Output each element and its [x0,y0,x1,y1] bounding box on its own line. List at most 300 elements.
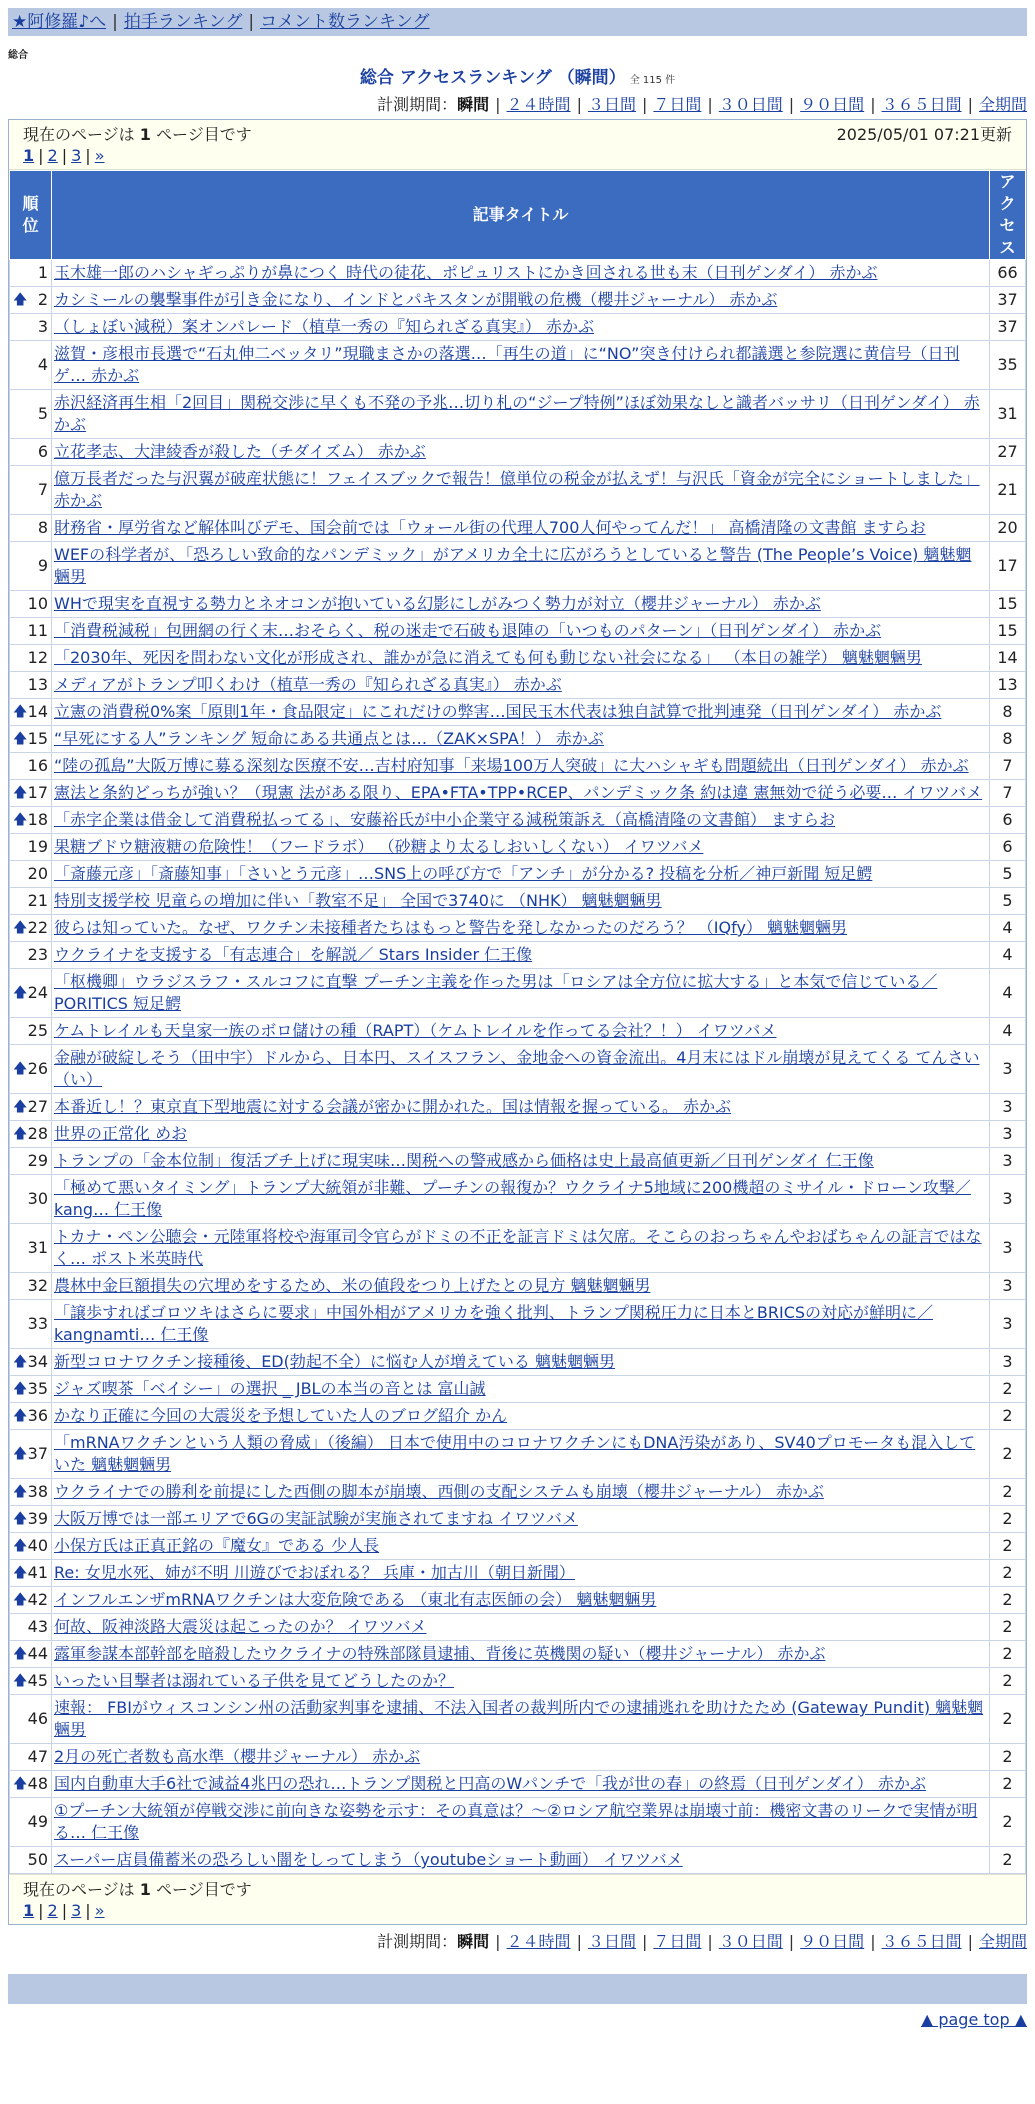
period-selector-top [8,92,1027,115]
table-row [10,466,1026,515]
rank-cell [10,1771,52,1798]
article-link[interactable]: 農林中金巨額損失の穴埋めをするため、米の値段をつり上げたとの見方 魑魅魍魎男 [54,1276,651,1295]
rank-cell [10,807,52,834]
table-row [10,341,1026,390]
rank-number: 38 [27,1482,48,1501]
access-count: 7 [990,753,1026,780]
period-link[interactable]: 全期間 [978,1932,1027,1951]
updated-timestamp: 2025/05/01 07:21更新 [836,125,1012,144]
rank-cell [10,1430,52,1479]
access-count: 3 [990,1273,1026,1300]
rank-cell [10,260,52,287]
period-link[interactable]: ３０日間 [718,95,783,114]
rank-number: 48 [27,1774,48,1793]
table-row [10,287,1026,314]
rank-cell [10,618,52,645]
period-link[interactable]: ３日間 [587,95,636,114]
rank-number: 28 [27,1124,48,1143]
article-link[interactable]: メディアがトランプ叩くわけ（植草一秀の『知られざる真実』） 赤かぶ [54,675,562,694]
top-nav-link[interactable]: コメント数ランキング [260,12,430,32]
period-link[interactable]: ３日間 [587,1932,636,1951]
article-link[interactable]: 「mRNAワクチンという人類の脅威」（後編） 日本で使用中のコロナワクチンにもDNA汚染があり、SV40プロモータも混入していた 魑魅魍魎男 [54,1433,976,1474]
page-link[interactable]: 2 [47,146,58,165]
period-link[interactable]: ７日間 [653,95,702,114]
period-separator: | [788,95,795,114]
article-link[interactable]: トランプの「金本位制」復活ブチ上げに現実味…関税への警戒感から価格は史上最高値更新／日刊ゲンダイ 仁王像 [54,1151,874,1170]
title-cell [52,1506,990,1533]
title-cell [52,542,990,591]
rank-cell [10,753,52,780]
title-cell [52,699,990,726]
rank-number: 19 [27,837,48,856]
access-count: 2 [990,1533,1026,1560]
article-link[interactable]: ウクライナを支援する「有志連合」を解説／ Stars Insider 仁王像 [54,945,533,964]
article-link[interactable]: 速報： FBIがウィスコンシン州の活動家判事を逮捕、不法入国者の裁判所内での逮捕逃れを助けたため (Gateway Pundit) 魑魅魍魎男 [54,1698,984,1739]
rank-up-arrow-icon: 🡅 [13,785,28,801]
article-link[interactable]: 「斎藤元彦」「斎藤知事」「さいとう元彦」…SNS上の呼び方で「アンチ」が分かる? 投稿を分析／神戸新聞 短足鰐 [54,864,873,883]
period-separator: | [967,95,973,114]
article-link[interactable]: 何故、阪神淡路大震災は起こったのか？ イワツバメ [54,1617,427,1636]
access-column-header: アクセス [990,171,1026,260]
access-count: 2 [990,1695,1026,1744]
title-cell [52,1771,990,1798]
title-cell [52,1847,990,1874]
period-link[interactable]: ２４時間 [506,95,571,114]
article-link[interactable]: ケムトレイルも天皇家一族のボロ儲けの種（RAPT）（ケムトレイルを作ってる会社？！） イワツバメ [54,1021,777,1040]
rank-number: 31 [27,1238,48,1257]
access-count: 15 [990,618,1026,645]
article-link[interactable]: 「消費税減税」包囲網の行く末…おそらく、税の迷走で石破も退陣の「いつものパターン」（日刊ゲンダイ） 赤かぶ [54,621,882,640]
rank-cell [10,672,52,699]
rank-number: 24 [27,983,48,1002]
access-count: 2 [990,1668,1026,1695]
table-row [10,1614,1026,1641]
rank-number: 39 [27,1509,48,1528]
article-link[interactable]: 大阪万博では一部エリアで6Gの実証試験が実施されてますね イワツバメ [54,1509,578,1528]
title-cell [52,390,990,439]
rank-up-arrow-icon: 🡅 [13,292,28,308]
article-link[interactable]: カシミールの襲撃事件が引き金になり、インドとパキスタンが開戦の危機（櫻井ジャーナル） 赤かぶ [54,290,778,309]
table-row [10,1175,1026,1224]
access-count: 2 [990,1744,1026,1771]
table-row [10,1479,1026,1506]
rank-up-arrow-icon: 🡅 [13,1511,28,1527]
table-row [10,1798,1026,1847]
next-page-link[interactable]: » [94,1901,105,1920]
title-cell [52,341,990,390]
rank-cell [10,1018,52,1045]
access-count: 20 [990,515,1026,542]
access-count: 3 [990,1224,1026,1273]
top-nav-link[interactable]: 拍手ランキング [123,12,243,32]
article-link[interactable]: 国内自動車大手6社で減益4兆円の恐れ…トランプ関税と円高のWパンチで「我が世の春」の終焉（日刊ゲンダイ） 赤かぶ [54,1774,926,1793]
table-row [10,753,1026,780]
period-separator: | [870,1932,876,1951]
rank-number: 21 [27,891,48,910]
period-link[interactable]: ３６５日間 [881,95,962,114]
rank-number: 35 [27,1379,48,1398]
article-link[interactable]: 「2030年、死因を問わない文化が形成され、誰かが急に消えても何も動じない社会になる」 （本日の雑学） 魑魅魍魎男 [54,648,922,667]
title-column-header: 記事タイトル [52,171,990,260]
article-link[interactable]: 「極めて悪いタイミング」トランプ大統領が非難、プーチンの報復か？ウクライナ5地域に200機超のミサイル・ドローン攻撃／kang… 仁王像 [54,1178,971,1219]
rank-cell [10,466,52,515]
rank-up-arrow-icon: 🡅 [13,731,28,747]
article-link[interactable]: WEFの科学者が、「恐ろしい致命的なパンデミック」がアメリカ全土に広がろうとしていると警告 (The People’s Voice) 魑魅魍魎男 [54,545,972,586]
article-link[interactable]: “早死にする人”ランキング 短命にある共通点とは…（ZAK×SPA！） 赤かぶ [54,729,604,748]
article-link[interactable]: WHで現実を直視する勢力とネオコンが抱いている幻影にしがみつく勢力が対立（櫻井ジャーナル） 赤かぶ [54,594,821,613]
article-link[interactable]: 2月の死亡者数も高水準（櫻井ジャーナル） 赤かぶ [54,1747,421,1766]
title-cell [52,1349,990,1376]
rank-number: 29 [27,1151,48,1170]
rank-up-arrow-icon: 🡅 [13,1126,28,1142]
article-link[interactable]: トカナ・ペン公聴会・元陸軍将校や海軍司令官らがドミの不正を証言ドミは欠席。そこらのおっちゃんやおばちゃんの証言ではなく… ポスト米英時代 [54,1227,982,1268]
rank-cell [10,699,52,726]
rank-up-arrow-icon: 🡅 [13,1538,28,1554]
rank-up-arrow-icon: 🡅 [13,985,28,1001]
category-label: 総合 [8,50,28,61]
rank-up-arrow-icon: 🡅 [13,1484,28,1500]
rank-up-arrow-icon: 🡅 [13,920,28,936]
title-cell [52,1533,990,1560]
table-row [10,260,1026,287]
table-row [10,1587,1026,1614]
rank-number: 23 [27,945,48,964]
rank-up-arrow-icon: 🡅 [13,1061,28,1077]
rank-up-arrow-icon: 🡅 [13,1408,28,1424]
title-cell [52,260,990,287]
rank-cell [10,390,52,439]
access-count: 27 [990,439,1026,466]
rank-up-arrow-icon: 🡅 [13,1099,28,1115]
rank-cell [10,1641,52,1668]
table-row [10,645,1026,672]
access-count: 66 [990,260,1026,287]
article-link[interactable]: 露軍参謀本部幹部を暗殺したウクライナの特殊部隊員逮捕、背後に英機関の疑い（櫻井ジャーナル） 赤かぶ [54,1644,826,1663]
access-count: 6 [990,807,1026,834]
period-link[interactable]: ９０日間 [800,95,865,114]
table-row [10,1430,1026,1479]
access-count: 2 [990,1560,1026,1587]
title-cell [52,618,990,645]
title-cell [52,807,990,834]
title-cell [52,861,990,888]
title-cell [52,1175,990,1224]
period-link[interactable]: ９０日間 [800,1932,865,1951]
access-count: 35 [990,341,1026,390]
access-count: 8 [990,699,1026,726]
title-cell [52,1273,990,1300]
rank-cell [10,439,52,466]
title-cell [52,1695,990,1744]
title-cell [52,1224,990,1273]
page-link-current[interactable]: 1 [23,1901,35,1920]
article-link[interactable]: ジャズ喫茶「ベイシー」の選択 _ JBLの本当の音とは 富山誠 [54,1379,486,1398]
period-link[interactable]: ３０日間 [718,1932,783,1951]
title-cell [52,645,990,672]
table-row [10,1641,1026,1668]
table-row [10,1560,1026,1587]
table-row [10,1273,1026,1300]
table-row [10,1771,1026,1798]
rank-cell [10,1695,52,1744]
nav-separator: | [248,12,255,32]
access-count: 2 [990,1430,1026,1479]
rank-number: 13 [27,675,48,694]
title-cell [52,1403,990,1430]
rank-number: 50 [27,1850,48,1869]
rank-number: 26 [27,1059,48,1078]
rank-number: 16 [27,756,48,775]
title-cell [52,1614,990,1641]
access-count: 2 [990,1587,1026,1614]
page-link[interactable]: 3 [71,146,82,165]
article-link[interactable]: 「譲歩すればゴロツキはさらに要求」中国外相がアメリカを強く批判、トランプ関税圧力に日本とBRICSの対応が鮮明に／kangnamti… 仁王像 [54,1303,934,1344]
rank-up-arrow-icon: 🡅 [13,1381,28,1397]
page-status-suffix: ページ目です [156,125,252,144]
title-cell [52,439,990,466]
article-link[interactable]: スーパー店員備蓄米の恐ろしい闇をしってしまう（youtubeショート動画） イワツバメ [54,1850,683,1869]
period-link[interactable]: ７日間 [653,1932,702,1951]
article-link[interactable]: 金融が破綻しそう（田中宇）ドルから、日本円、スイスフラン、金地金への資金流出。4月末にはドル崩壊が見えてくる てんさい（い） [54,1048,980,1089]
period-separator: | [870,95,876,114]
next-page-link[interactable]: » [94,146,105,165]
page-status-suffix: ページ目です [156,1880,252,1899]
rank-cell [10,1587,52,1614]
title-cell [52,1121,990,1148]
article-link[interactable]: 「枢機卿」ウラジスラフ・スルコフに直撃 プーチン主義を作った男は「ロシアは全方位に拡大する」と本気で信じている／PORITICS 短足鰐 [54,972,938,1013]
page-status-prefix: 現在のページは [23,1880,135,1899]
rank-number: 27 [27,1097,48,1116]
access-count: 21 [990,466,1026,515]
page-status-number: 1 [139,1880,151,1899]
rank-cell [10,1668,52,1695]
page-top-row [8,2004,1027,2029]
access-count: 2 [990,1641,1026,1668]
article-link[interactable]: 新型コロナワクチン接種後、ED(勃起不全）に悩む人が増えている 魑魅魍魎男 [54,1352,615,1371]
table-row [10,1744,1026,1771]
access-count: 8 [990,726,1026,753]
page-top-link[interactable]: ▲ page top ▲ [920,2010,1027,2029]
period-separator: | [707,95,713,114]
period-separator: | [495,1932,501,1951]
access-count: 3 [990,1094,1026,1121]
article-link[interactable]: 立憲の消費税0%案「原則1年・食品限定」にこれだけの弊害…国民玉木代表は独自試算で批判連発（日刊ゲンダイ） 赤かぶ [54,702,942,721]
article-link[interactable]: インフルエンザmRNAワクチンは大変危険である （東北有志医師の会） 魑魅魍魎男 [54,1590,657,1609]
rank-cell [10,542,52,591]
article-link[interactable]: 赤沢経済再生相「2回目」関税交渉に早くも不発の予兆…切り札の“ジープ特例”ほぼ効果なしと識者バッサリ（日刊ゲンダイ） 赤かぶ [54,393,980,434]
period-separator: | [495,95,501,114]
rank-cell [10,780,52,807]
page-separator: | [61,1901,68,1920]
article-link[interactable]: 本番近し！？東京直下型地震に対する会議が密かに開かれた。国は情報を握っている。 赤かぶ [54,1097,732,1116]
rank-number: 22 [27,918,48,937]
access-count: 2 [990,1614,1026,1641]
period-separator: | [788,1932,795,1951]
table-header-row [10,171,1026,260]
rank-up-arrow-icon: 🡅 [13,1446,28,1462]
title-cell [52,753,990,780]
title-cell [52,515,990,542]
period-separator: | [576,1932,582,1951]
access-count: 3 [990,1148,1026,1175]
access-count: 4 [990,1018,1026,1045]
rank-cell [10,1094,52,1121]
pager-top [9,120,1026,170]
article-link[interactable]: （しょぼい減税）案オンパレード（植草一秀の『知られざる真実』） 赤かぶ [54,317,594,336]
page-separator: | [38,146,44,165]
rank-number: 45 [27,1671,48,1690]
article-link[interactable]: 立花孝志、大津綾香が殺した（チダイズム） 赤かぶ [54,442,426,461]
article-link[interactable]: 財務省・厚労省など解体叫びデモ、国会前では「ウォール街の代理人700人何やってんだ！」 高橋清隆の文書館 ますらお [54,518,926,537]
period-label: 計測期間： [377,95,458,114]
article-link[interactable]: 小保方氏は正真正銘の『魔女』である 少人長 [54,1536,380,1555]
page-status-prefix: 現在のページは [23,125,135,144]
rank-cell [10,1224,52,1273]
period-current: 瞬間 [457,1932,490,1951]
access-count: 6 [990,834,1026,861]
table-row [10,780,1026,807]
page-link[interactable]: 3 [71,1901,82,1920]
title-cell [52,1668,990,1695]
access-count: 2 [990,1847,1026,1874]
period-link[interactable]: ３６５日間 [881,1932,962,1951]
rank-number: 43 [27,1617,48,1636]
access-count: 37 [990,287,1026,314]
access-count: 4 [990,969,1026,1018]
article-link[interactable]: ウクライナでの勝利を前提にした西側の脚本が崩壊、西側の支配システムも崩壊（櫻井ジャーナル） 赤かぶ [54,1482,824,1501]
rank-number: 25 [27,1021,48,1040]
table-row [10,542,1026,591]
period-link[interactable]: ２４時間 [506,1932,571,1951]
ranking-frame [8,119,1027,1925]
rank-cell [10,726,52,753]
rank-number: 20 [27,864,48,883]
table-row [10,942,1026,969]
article-link[interactable]: Re: 女児水死、姉が不明 川遊びでおぼれる？ 兵庫・加古川（朝日新聞） [54,1563,575,1582]
access-count: 17 [990,542,1026,591]
access-count: 2 [990,1479,1026,1506]
table-row [10,1668,1026,1695]
title-cell [52,726,990,753]
top-nav-link[interactable]: ★阿修羅♪へ [12,12,107,32]
rank-number: 7 [37,480,48,499]
rank-cell [10,314,52,341]
rank-cell [10,1175,52,1224]
title-cell [52,314,990,341]
article-link[interactable]: “陸の孤島”大阪万博に募る深刻な医療不安…吉村府知事「来場100万人突破」に大ハシャギも問題続出（日刊ゲンダイ） 赤かぶ [54,756,969,775]
rank-up-arrow-icon: 🡅 [13,704,28,720]
article-link[interactable]: 「赤字企業は借金して消費税払ってる」、安藤裕氏が中小企業守る減税策訴え（高橋清隆の文書館） ますらお [54,810,836,829]
title-cell [52,942,990,969]
access-count: 14 [990,645,1026,672]
rank-cell [10,915,52,942]
access-count: 31 [990,390,1026,439]
article-link[interactable]: 世界の正常化 めお [54,1124,188,1143]
rank-number: 36 [27,1406,48,1425]
title-cell [52,834,990,861]
article-link[interactable]: 玉木雄一郎のハシャギっぷりが鼻につく 時代の徒花、ポピュリストにかき回される世も末（日刊ゲンダイ） 赤かぶ [54,263,878,282]
total-count: 全 115 件 [629,75,676,86]
title-cell [52,1560,990,1587]
access-count: 4 [990,915,1026,942]
article-link[interactable]: 億万長者だった与沢翼が破産状態に！フェイスブックで報告！億単位の税金が払えず！与沢氏「資金が完全にショートしました」 赤かぶ [54,469,980,510]
rank-number: 11 [27,621,48,640]
access-count: 3 [990,1349,1026,1376]
table-row [10,1847,1026,1874]
rank-cell [10,861,52,888]
period-label: 計測期間： [377,1932,458,1951]
title-cell [52,1479,990,1506]
rank-number: 37 [27,1444,48,1463]
article-link[interactable]: いったい目撃者は溺れている子供を見てどうしたのか？ [54,1671,455,1690]
page-separator: | [61,146,68,165]
article-link[interactable]: 特別支援学校 児童らの増加に伴い「教室不足」 全国で3740に （NHK） 魑魅魍魎男 [54,891,662,910]
article-link[interactable]: 憲法と条約どっちが強い？（現憲 法がある限り、EPA•FTA•TPP•RCEP、パンデミック条 約は違 憲無効で従う必要… イワツバメ [54,783,983,802]
rank-number: 33 [27,1314,48,1333]
rank-number: 15 [27,729,48,748]
period-link[interactable]: 全期間 [978,95,1027,114]
article-link[interactable]: 彼らは知っていた。なぜ、ワクチン未接種者たちはもっと警告を発しなかったのだろう？ （IQfy） 魑魅魍魎男 [54,918,848,937]
title-cell [52,915,990,942]
rank-cell [10,1614,52,1641]
title-cell [52,780,990,807]
table-row [10,1533,1026,1560]
title-cell [52,888,990,915]
rank-up-arrow-icon: 🡅 [13,1673,28,1689]
title-cell [52,1018,990,1045]
article-link[interactable]: ①プーチン大統領が停戦交渉に前向きな姿勢を示す：その真意は？～②ロシア航空業界は崩壊寸前：機密文書のリークで実情が明る… 仁王像 [54,1801,978,1842]
rank-number: 30 [27,1189,48,1208]
page-separator: | [38,1901,44,1920]
period-current: 瞬間 [457,95,490,114]
rank-cell [10,969,52,1018]
access-count: 3 [990,1175,1026,1224]
page-status-number: 1 [139,125,151,144]
table-row [10,439,1026,466]
rank-cell [10,1744,52,1771]
page-link-current[interactable]: 1 [23,146,35,165]
rank-cell [10,1121,52,1148]
table-row [10,699,1026,726]
ranking-table [9,170,1026,1874]
rank-number: 40 [27,1536,48,1555]
rank-number: 5 [37,404,48,423]
access-count: 2 [990,1403,1026,1430]
title-cell [52,1587,990,1614]
page-link[interactable]: 2 [47,1901,58,1920]
page-title-row [0,63,1035,88]
article-link[interactable]: 果糖ブドウ糖液糖の危険性！（フードラボ） （砂糖より太るしおいしくない） イワツバメ [54,837,704,856]
access-count: 4 [990,942,1026,969]
article-link[interactable]: かなり正確に今回の大震災を予想していた人のブログ紹介 かん [54,1406,508,1425]
rank-cell [10,1273,52,1300]
rank-cell [10,1506,52,1533]
rank-up-arrow-icon: 🡅 [13,1592,28,1608]
pagination-links [23,1901,1012,1920]
rank-cell [10,1376,52,1403]
rank-number: 14 [27,702,48,721]
rank-up-arrow-icon: 🡅 [13,1565,28,1581]
access-count: 13 [990,672,1026,699]
period-selector-bottom [8,1929,1027,1952]
article-link[interactable]: 滋賀・彦根市長選で“石丸伸二ベッタリ”現職まさかの落選…「再生の道」に“NO”突き付けられ都議選と参院選に黄信号（日刊ゲ… 赤かぶ [54,344,960,385]
rank-number: 17 [27,783,48,802]
period-separator: | [576,95,582,114]
access-count: 2 [990,1506,1026,1533]
rank-number: 34 [27,1352,48,1371]
table-row [10,1300,1026,1349]
table-row [10,861,1026,888]
